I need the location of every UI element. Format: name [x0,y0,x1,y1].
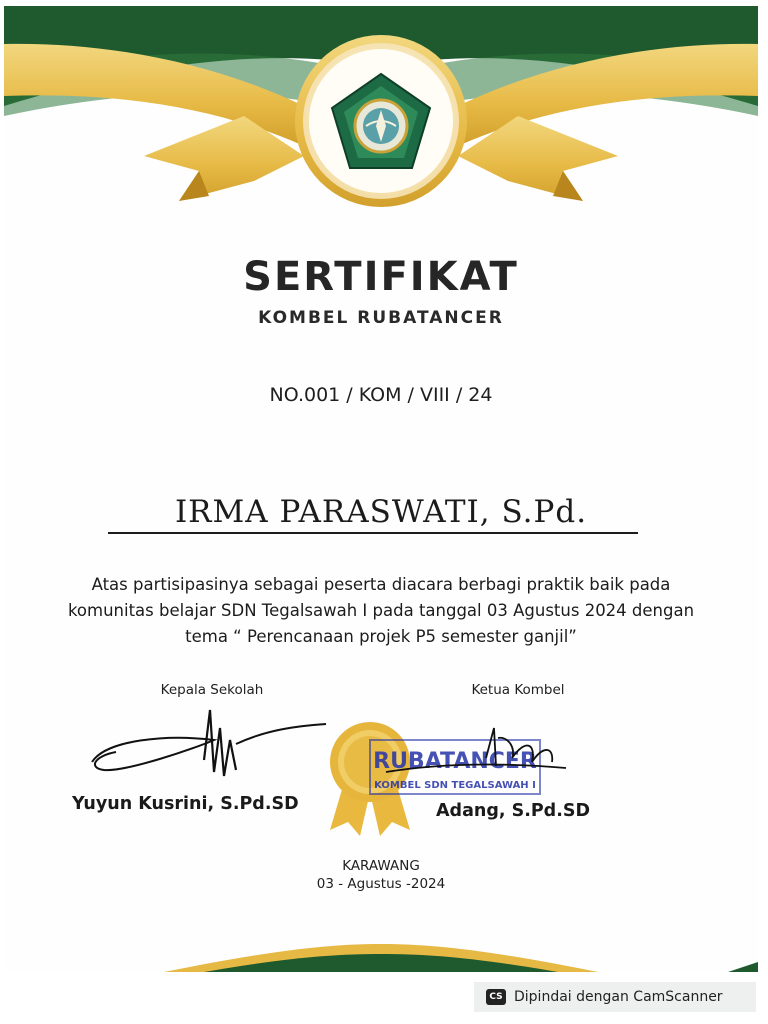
certificate-number: NO.001 / KOM / VIII / 24 [269,384,493,406]
signature-role-left: Kepala Sekolah [160,682,264,698]
recipient-underline [108,532,638,534]
camscanner-text: Dipindai dengan CamScanner [514,989,723,1005]
certificate-subtitle: KOMBEL RUBATANCER [258,308,504,328]
signature-left [86,700,346,790]
body-line: tema “ Perencanaan projek P5 semester ganjil” [185,627,577,646]
signature-name-right: Adang, S.Pd.SD [436,801,590,821]
certificate [4,6,758,972]
stamp-subtitle: KOMBEL SDN TEGALSAWAH I [374,780,536,791]
stamp-title: RUBATANCER [373,749,537,774]
bottom-ribbon-decoration [4,922,758,972]
issue-date: 03 - Agustus -2024 [316,876,446,892]
camscanner-watermark [474,982,756,1012]
certificate-body [4,572,758,650]
signature-role-right: Ketua Kombel [471,682,565,698]
body-line: komunitas belajar SDN Tegalsawah I pada tanggal 03 Agustus 2024 dengan [67,601,695,620]
certificate-title: SERTIFIKAT [243,254,519,300]
camscanner-logo-icon: CS [486,989,506,1005]
signature-right [376,718,576,788]
issue-place: KARAWANG [342,858,420,874]
school-emblem-icon [326,68,436,178]
recipient-name: IRMA PARASWATI, S.Pd. [174,494,588,530]
body-line: Atas partisipasinya sebagai peserta diacara berbagi praktik baik pada [91,575,671,594]
signature-name-left: Yuyun Kusrini, S.Pd.SD [72,794,299,814]
